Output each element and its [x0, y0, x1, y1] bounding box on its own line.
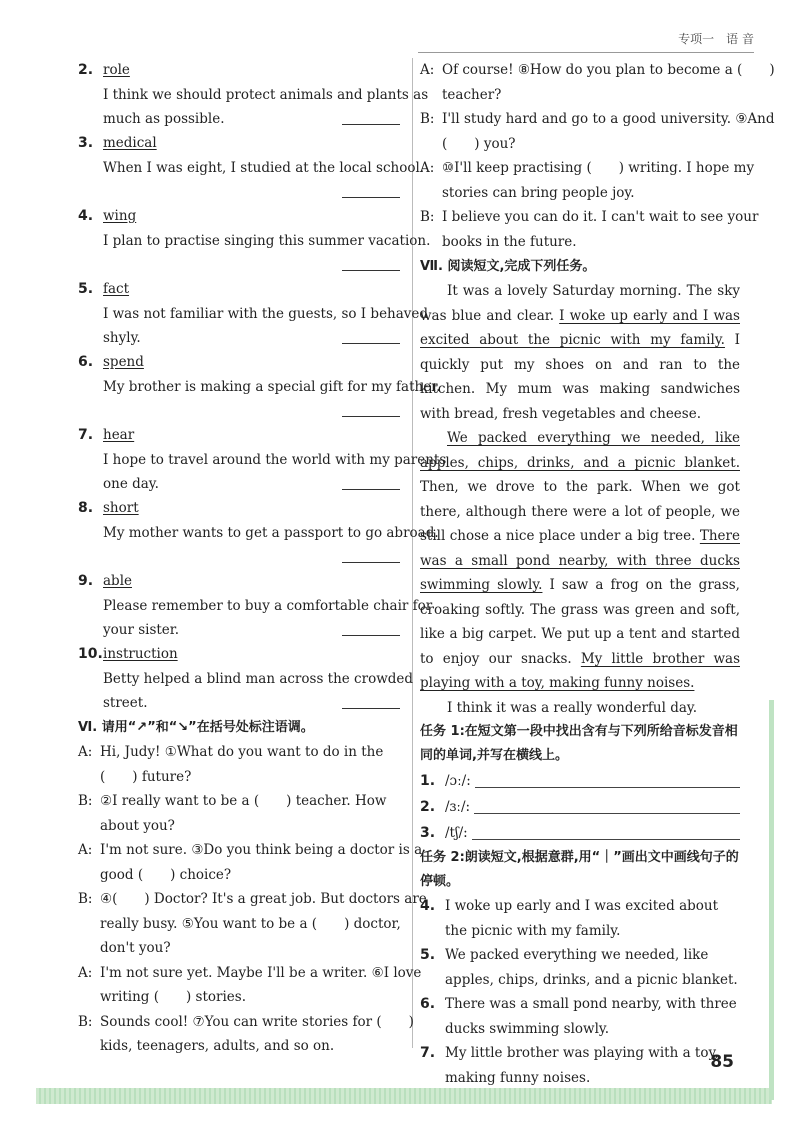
item-number: 1.: [420, 773, 436, 789]
target-word: fact: [103, 281, 130, 297]
passage-text: It was a lovely Saturday morning. The sky was blue and clear.: [420, 283, 740, 324]
dialogue-line: I'm not sure. ③Do you think being a doctor is a: [100, 842, 423, 858]
target-word: short: [103, 500, 139, 516]
underlined-sentence: There was a small pond nearby, with three ducks swimming slowly.: [420, 528, 740, 593]
example-sentence: I was not familiar with the guests, so I behaved: [103, 305, 429, 322]
answer-line[interactable]: [475, 787, 740, 788]
item-number: 7.: [420, 1045, 436, 1061]
pause-item: [420, 943, 740, 992]
item-number: 2.: [78, 62, 94, 78]
example-sentence: I think we should protect animals and plants as: [103, 86, 429, 103]
task-1-instruction: 任务 1:在短文第一段中找出含有与下列所给音标发音相同的单词,并写在横线上。: [420, 724, 738, 763]
pause-sentence: I woke up early and I was excited about the picnic with my family.: [445, 898, 719, 939]
pause-sentence: My little brother was playing with a toy, making funny noises.: [445, 1045, 719, 1086]
vocab-item: [78, 569, 433, 642]
phonetic-item: [420, 820, 740, 846]
vocab-item: [78, 131, 425, 204]
dialogue-line: Of course! ⑧How do you plan to become a ( ): [442, 62, 775, 78]
example-sentence: your sister.: [103, 622, 180, 638]
speaker-label: B:: [420, 111, 435, 127]
dialogue-line: Hi, Judy! ①What do you want to do in the: [100, 744, 384, 760]
phonetic-item: [420, 794, 740, 820]
item-number: 6.: [420, 996, 436, 1012]
left-column: [78, 58, 447, 1059]
speaker-label: A:: [420, 160, 435, 176]
passage-paragraph: I think it was a really wonderful day.: [447, 699, 698, 716]
dialogue-line: really busy. ⑤You want to be a ( ) doctor,: [100, 915, 401, 932]
dialogue-line: ( ) future?: [100, 768, 192, 785]
answer-blank[interactable]: [342, 489, 400, 490]
header-rule: [418, 52, 754, 53]
example-sentence: I hope to travel around the world with my parents: [103, 451, 447, 468]
speaker-label: B:: [78, 793, 93, 809]
example-sentence: When I was eight, I studied at the local school.: [103, 159, 425, 176]
item-number: 5.: [78, 281, 94, 297]
item-number: 3.: [78, 135, 94, 151]
phonetic-label: /tʃ/:: [445, 825, 468, 841]
example-sentence: My brother is making a special gift for my father.: [103, 378, 441, 395]
answer-blank[interactable]: [342, 635, 400, 636]
vocab-item: [78, 642, 414, 715]
passage-paragraph: [420, 426, 740, 696]
item-number: 3.: [420, 825, 436, 841]
example-sentence: Betty helped a blind man across the crowded: [103, 670, 414, 687]
answer-line[interactable]: [474, 813, 740, 814]
underlined-sentence: I woke up early and I was excited about the picnic with my family.: [420, 307, 740, 348]
example-sentence: Please remember to buy a comfortable chair for: [103, 597, 433, 614]
answer-blank[interactable]: [342, 416, 400, 417]
dialogue-line: I'll study hard and go to a good university. ⑨And: [442, 111, 775, 127]
speaker-label: A:: [78, 842, 93, 858]
dialogue-line: ⑩I'll keep practising ( ) writing. I hope my: [442, 160, 755, 176]
speaker-label: A:: [420, 62, 435, 78]
item-number: 4.: [78, 208, 94, 224]
dialogue-turn: [78, 961, 422, 1010]
item-number: 7.: [78, 427, 94, 443]
vocab-item: [78, 277, 429, 350]
dialogue-turn: [78, 789, 404, 838]
item-number: 8.: [78, 500, 94, 516]
target-word: medical: [103, 135, 157, 151]
example-sentence: shyly.: [103, 330, 141, 346]
dialogue-turn: [78, 838, 423, 887]
speaker-label: B:: [420, 209, 435, 225]
dialogue-line: I'm not sure yet. Maybe I'll be a writer. ⑥I love: [100, 964, 422, 981]
pause-item: [420, 1041, 740, 1090]
answer-blank[interactable]: [342, 343, 400, 344]
vocab-item: [78, 204, 431, 277]
item-number: 4.: [420, 898, 436, 914]
dialogue-line: teacher?: [442, 86, 502, 103]
phonetic-label: /ɜː/:: [445, 799, 471, 815]
section-title: Ⅶ. 阅读短文,完成下列任务。: [420, 259, 596, 274]
item-number: 9.: [78, 573, 94, 589]
item-number: 2.: [420, 799, 436, 815]
right-column: [420, 58, 775, 1090]
phonetic-label: /ɔː/:: [445, 773, 471, 789]
example-sentence: I plan to practise singing this summer vacation.: [103, 232, 431, 249]
passage-paragraph: [420, 279, 740, 426]
vocab-item: [78, 58, 429, 131]
item-number: 5.: [420, 947, 436, 963]
target-word: instruction: [103, 646, 178, 662]
dialogue-turn: [78, 887, 427, 961]
dialogue-line: good ( ) choice?: [100, 866, 232, 883]
answer-blank[interactable]: [342, 270, 400, 271]
passage-text: I saw a frog on the grass, croaking softly. The grass was green and soft, like a big carpet. We put up a tent and started to enjoy our snacks.: [420, 577, 740, 667]
dialogue-line: kids, teenagers, adults, and so on.: [100, 1038, 335, 1054]
speaker-label: A:: [78, 964, 93, 981]
dialogue-continued: [420, 58, 775, 254]
dialogue: [78, 740, 427, 1059]
dialogue-line: ②I really want to be a ( ) teacher. How: [100, 793, 387, 809]
task-1-items: [420, 768, 740, 846]
dialogue-line: I believe you can do it. I can't wait to see your: [442, 209, 759, 225]
item-number: 10.: [78, 646, 103, 662]
reading-passage: [420, 279, 740, 720]
dialogue-turn: [78, 740, 404, 789]
dialogue-turn: [78, 1010, 414, 1059]
task-2-instruction: 任务 2:朗读短文,根据意群,用“｜”画出文中画线句子的停顿。: [420, 850, 739, 889]
target-word: role: [103, 62, 130, 78]
pause-item: [420, 992, 740, 1041]
vocab-item: [78, 350, 441, 423]
dialogue-line: stories can bring people joy.: [442, 184, 635, 201]
item-number: 6.: [78, 354, 94, 370]
dialogue-line: books in the future.: [442, 233, 577, 250]
target-word: hear: [103, 427, 135, 443]
answer-blank[interactable]: [342, 197, 400, 198]
target-word: wing: [103, 208, 137, 224]
pause-sentence: We packed everything we needed, like apples, chips, drinks, and a picnic blanket.: [445, 947, 738, 988]
decorative-bottom-strip: [36, 1088, 772, 1104]
underlined-sentence: My little brother was playing with a toy, making funny noises.: [420, 650, 740, 691]
answer-blank[interactable]: [342, 708, 400, 709]
vocab-item: [78, 423, 447, 496]
dialogue-line: Sounds cool! ⑦You can write stories for ( ): [100, 1013, 414, 1030]
dialogue-turn: [420, 58, 775, 107]
passage-text: Then, we drove to the park. When we got there, although there were a lot of people, we still chose a nice place under a big tree.: [420, 479, 740, 544]
dialogue-line: about you?: [100, 817, 175, 834]
page-header: 专项一 语 音: [678, 32, 754, 46]
pause-sentence: There was a small pond nearby, with three ducks swimming slowly.: [445, 996, 737, 1037]
decorative-side-strip: [769, 700, 774, 1100]
dialogue-line: writing ( ) stories.: [100, 989, 246, 1005]
answer-blank[interactable]: [342, 124, 400, 125]
dialogue-line: don't you?: [100, 940, 171, 956]
target-word: able: [103, 573, 132, 589]
example-sentence: street.: [103, 695, 148, 711]
dialogue-turn: [420, 107, 775, 156]
passage-text: I quickly put my shoes on and ran to the kitchen. My mum was making sandwiches with bread, fresh vegetables and cheese.: [420, 332, 741, 422]
speaker-label: B:: [78, 1013, 93, 1030]
example-sentence: much as possible.: [103, 111, 225, 127]
section-title: Ⅵ. 请用“↗”和“↘”在括号处标注语调。: [78, 720, 314, 735]
answer-blank[interactable]: [342, 562, 400, 563]
target-word: spend: [103, 354, 144, 370]
example-sentence: one day.: [103, 476, 159, 492]
task-2-items: [420, 894, 740, 1090]
dialogue-turn: [420, 156, 755, 205]
vocab-item: [78, 496, 439, 569]
dialogue-line: ( ) you?: [442, 135, 516, 152]
dialogue-turn: [420, 205, 759, 254]
speaker-label: A:: [78, 744, 93, 760]
answer-line[interactable]: [472, 839, 740, 840]
speaker-label: B:: [78, 891, 93, 907]
pause-item: [420, 894, 740, 943]
underlined-sentence: We packed everything we needed, like apples, chips, drinks, and a picnic blanket.: [420, 430, 740, 471]
page-number: 85: [710, 1052, 734, 1072]
phonetic-item: [420, 768, 740, 794]
example-sentence: My mother wants to get a passport to go abroad.: [103, 524, 439, 541]
dialogue-line: ④( ) Doctor? It's a great job. But doctors are: [100, 891, 427, 907]
